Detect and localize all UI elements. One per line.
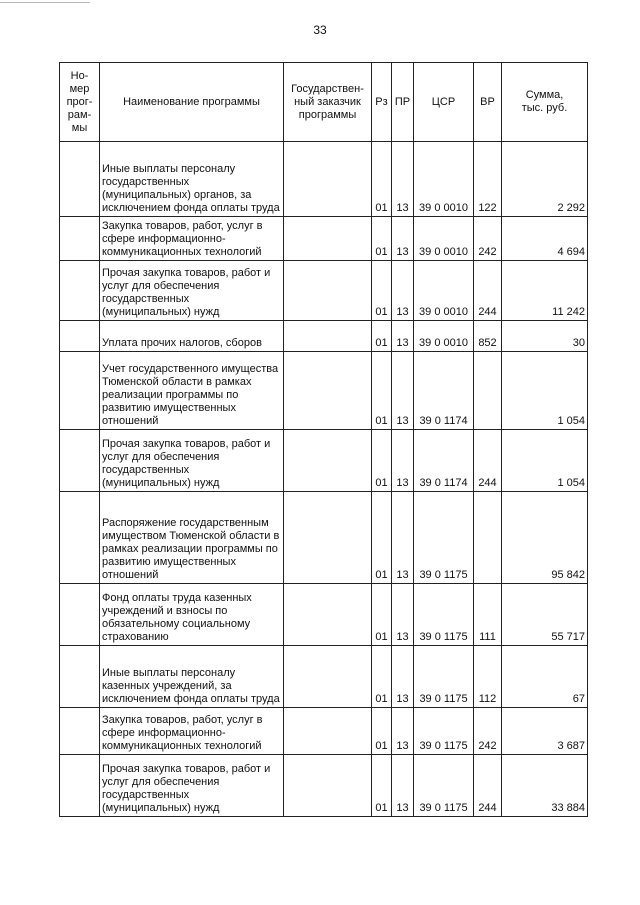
cell-vr: 244 bbox=[474, 755, 502, 817]
cell-sum: 2 292 bbox=[502, 142, 588, 217]
cell-pr: 13 bbox=[392, 352, 414, 430]
header-rz: Рз bbox=[372, 63, 392, 142]
cell-number bbox=[60, 584, 100, 646]
cell-program-name: Иные выплаты персоналу казенных учреждений, за исключением фонда оплаты труда bbox=[100, 646, 284, 708]
cell-number bbox=[60, 646, 100, 708]
cell-customer bbox=[284, 321, 372, 352]
cell-sum: 4 694 bbox=[502, 217, 588, 261]
cell-pr: 13 bbox=[392, 755, 414, 817]
cell-number bbox=[60, 321, 100, 352]
cell-csr: 39 0 1175 bbox=[414, 584, 474, 646]
cell-number bbox=[60, 708, 100, 755]
header-sum: Сумма, тыс. руб. bbox=[502, 63, 588, 142]
cell-sum: 30 bbox=[502, 321, 588, 352]
table-row bbox=[60, 261, 588, 321]
table-row bbox=[60, 430, 588, 492]
cell-pr: 13 bbox=[392, 321, 414, 352]
table-row bbox=[60, 321, 588, 352]
cell-vr: 112 bbox=[474, 646, 502, 708]
cell-number bbox=[60, 352, 100, 430]
cell-vr: 242 bbox=[474, 217, 502, 261]
cell-customer bbox=[284, 492, 372, 584]
header-csr: ЦСР bbox=[414, 63, 474, 142]
cell-vr: 242 bbox=[474, 708, 502, 755]
cell-sum: 95 842 bbox=[502, 492, 588, 584]
table-row bbox=[60, 142, 588, 217]
table-row bbox=[60, 584, 588, 646]
cell-rz: 01 bbox=[372, 430, 392, 492]
cell-sum: 3 687 bbox=[502, 708, 588, 755]
cell-number bbox=[60, 430, 100, 492]
cell-vr: 244 bbox=[474, 261, 502, 321]
table-row bbox=[60, 646, 588, 708]
header-program-number: Но- мер прог- рам- мы bbox=[60, 63, 100, 142]
cell-csr: 39 0 0010 bbox=[414, 142, 474, 217]
cell-number bbox=[60, 492, 100, 584]
cell-rz: 01 bbox=[372, 261, 392, 321]
cell-pr: 13 bbox=[392, 142, 414, 217]
cell-sum: 55 717 bbox=[502, 584, 588, 646]
header-vr: ВР bbox=[474, 63, 502, 142]
cell-vr bbox=[474, 352, 502, 430]
cell-vr bbox=[474, 492, 502, 584]
cell-sum: 1 054 bbox=[502, 430, 588, 492]
cell-pr: 13 bbox=[392, 584, 414, 646]
table-row bbox=[60, 492, 588, 584]
cell-csr: 39 0 1175 bbox=[414, 755, 474, 817]
cell-rz: 01 bbox=[372, 646, 392, 708]
table-row bbox=[60, 352, 588, 430]
cell-customer bbox=[284, 217, 372, 261]
cell-sum: 33 884 bbox=[502, 755, 588, 817]
cell-pr: 13 bbox=[392, 492, 414, 584]
cell-csr: 39 0 1175 bbox=[414, 646, 474, 708]
cell-customer bbox=[284, 261, 372, 321]
cell-pr: 13 bbox=[392, 217, 414, 261]
cell-program-name: Прочая закупка товаров, работ и услуг для обеспечения государственных (муниципальных) нужд bbox=[100, 261, 284, 321]
cell-program-name: Закупка товаров, работ, услуг в сфере информационно-коммуникационных технологий bbox=[100, 708, 284, 755]
cell-rz: 01 bbox=[372, 584, 392, 646]
cell-rz: 01 bbox=[372, 755, 392, 817]
cell-vr: 244 bbox=[474, 430, 502, 492]
cell-rz: 01 bbox=[372, 492, 392, 584]
cell-rz: 01 bbox=[372, 708, 392, 755]
cell-program-name: Прочая закупка товаров, работ и услуг для обеспечения государственных (муниципальных) нужд bbox=[100, 755, 284, 817]
cell-csr: 39 0 0010 bbox=[414, 217, 474, 261]
cell-pr: 13 bbox=[392, 708, 414, 755]
cell-customer bbox=[284, 430, 372, 492]
page-number: 33 bbox=[313, 23, 327, 37]
cell-sum: 11 242 bbox=[502, 261, 588, 321]
cell-customer bbox=[284, 142, 372, 217]
cell-pr: 13 bbox=[392, 430, 414, 492]
cell-program-name: Распоряжение государственным имуществом Тюменской области в рамках реализации программы по развитию имущественных отношений bbox=[100, 492, 284, 584]
cell-pr: 13 bbox=[392, 261, 414, 321]
cell-number bbox=[60, 142, 100, 217]
cell-vr: 852 bbox=[474, 321, 502, 352]
cell-number bbox=[60, 755, 100, 817]
cell-program-name: Уплата прочих налогов, сборов bbox=[100, 321, 284, 352]
cell-number bbox=[60, 261, 100, 321]
cell-customer bbox=[284, 755, 372, 817]
cell-pr: 13 bbox=[392, 646, 414, 708]
cell-program-name: Иные выплаты персоналу государственных (муниципальных) органов, за исключением фонда оплаты труда bbox=[100, 142, 284, 217]
cell-customer bbox=[284, 584, 372, 646]
table-row bbox=[60, 217, 588, 261]
table-row bbox=[60, 755, 588, 817]
table-header-row bbox=[60, 63, 588, 142]
cell-vr: 122 bbox=[474, 142, 502, 217]
cell-csr: 39 0 1174 bbox=[414, 430, 474, 492]
cell-program-name: Фонд оплаты труда казенных учреждений и взносы по обязательному социальному страхованию bbox=[100, 584, 284, 646]
cell-csr: 39 0 0010 bbox=[414, 321, 474, 352]
top-edge-mark bbox=[0, 0, 90, 3]
cell-program-name: Учет государственного имущества Тюменской области в рамках реализации программы по развитию имущественных отношений bbox=[100, 352, 284, 430]
cell-csr: 39 0 1175 bbox=[414, 492, 474, 584]
cell-customer bbox=[284, 646, 372, 708]
cell-vr: 111 bbox=[474, 584, 502, 646]
cell-csr: 39 0 1174 bbox=[414, 352, 474, 430]
cell-customer bbox=[284, 708, 372, 755]
cell-rz: 01 bbox=[372, 217, 392, 261]
cell-rz: 01 bbox=[372, 321, 392, 352]
header-pr: ПР bbox=[392, 63, 414, 142]
header-state-customer: Государствен- ный заказчик программы bbox=[284, 63, 372, 142]
cell-customer bbox=[284, 352, 372, 430]
table-row bbox=[60, 708, 588, 755]
cell-csr: 39 0 1175 bbox=[414, 708, 474, 755]
cell-csr: 39 0 0010 bbox=[414, 261, 474, 321]
cell-program-name: Прочая закупка товаров, работ и услуг для обеспечения государственных (муниципальных) нужд bbox=[100, 430, 284, 492]
budget-table bbox=[59, 62, 588, 817]
cell-rz: 01 bbox=[372, 352, 392, 430]
header-program-name: Наименование программы bbox=[100, 63, 284, 142]
cell-program-name: Закупка товаров, работ, услуг в сфере информационно-коммуникационных технологий bbox=[100, 217, 284, 261]
cell-sum: 1 054 bbox=[502, 352, 588, 430]
cell-rz: 01 bbox=[372, 142, 392, 217]
cell-sum: 67 bbox=[502, 646, 588, 708]
cell-number bbox=[60, 217, 100, 261]
